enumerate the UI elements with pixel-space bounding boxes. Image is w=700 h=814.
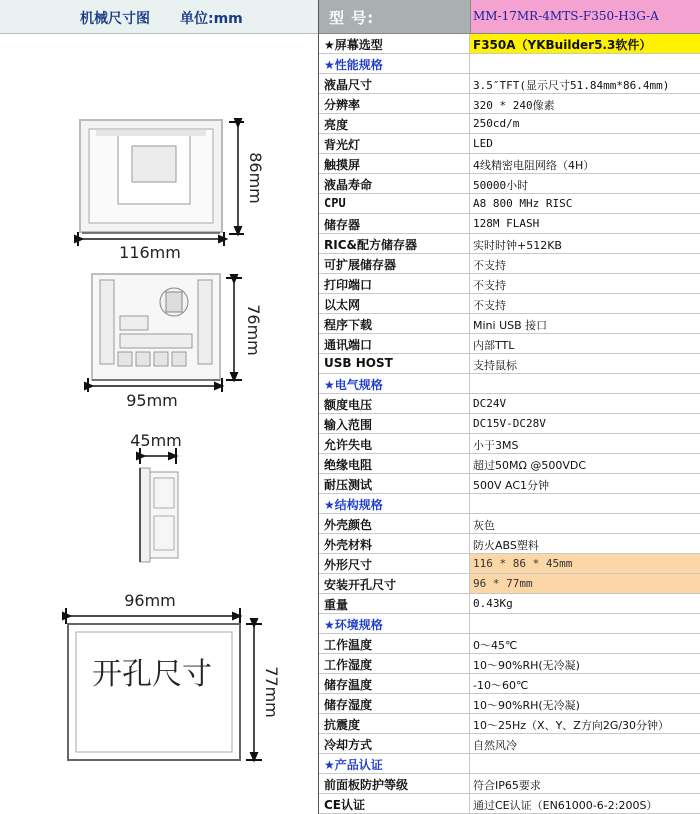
spec-key: CPU <box>324 196 346 210</box>
spec-key: 允许失电 <box>324 438 373 452</box>
spec-key: 工作湿度 <box>324 658 373 672</box>
spec-row <box>319 154 700 174</box>
spec-key: 打印端口 <box>324 278 373 292</box>
spec-key: RIC&配方储存器 <box>324 238 417 252</box>
spec-value: 250cd/m <box>473 117 520 130</box>
model-number: MM-17MR-4MTS-F350-H3G-A <box>473 9 659 23</box>
spec-key: 液晶寿命 <box>324 178 373 192</box>
spec-row <box>319 654 700 674</box>
spec-row <box>319 554 700 574</box>
spec-value: 支持鼠标 <box>473 359 517 372</box>
drawing-title: 机械尺寸图 <box>80 11 150 27</box>
spec-key: CE认证 <box>324 798 366 812</box>
spec-key: ★性能规格 <box>324 58 383 72</box>
spec-key: ★结构规格 <box>324 498 383 512</box>
spec-value: -10～60℃ <box>473 679 529 692</box>
spec-row <box>319 774 700 794</box>
spec-row <box>319 434 700 454</box>
spec-value: 10～90%RH(无冷凝) <box>473 659 580 672</box>
cutout-label: 开孔尺寸 <box>92 657 212 692</box>
spec-row <box>319 594 700 614</box>
spec-row <box>319 54 700 74</box>
spec-row <box>319 274 700 294</box>
spec-key: USB HOST <box>324 356 393 370</box>
spec-value: DC24V <box>473 397 507 410</box>
back-width-label: 95mm <box>126 391 178 410</box>
spec-value: 96 * 77mm <box>473 577 533 590</box>
spec-row <box>319 74 700 94</box>
drawing-header <box>0 0 318 34</box>
spec-key: 额度电压 <box>324 398 373 412</box>
spec-key: 程序下载 <box>324 318 373 332</box>
spec-value: 自然风冷 <box>473 739 517 752</box>
spec-value: 320 * 240像素 <box>473 99 555 112</box>
spec-value: 3.5″TFT(显示尺寸51.84mm*86.4mm) <box>473 79 670 92</box>
spec-key: ★电气规格 <box>324 378 383 392</box>
spec-row <box>319 94 700 114</box>
spec-value: A8 800 MHz RISC <box>473 197 573 210</box>
unit-label: 单位:mm <box>180 11 243 27</box>
front-width-label: 116mm <box>119 243 181 262</box>
spec-row <box>319 474 700 494</box>
spec-key: 前面板防护等级 <box>324 778 409 792</box>
spec-row <box>319 634 700 654</box>
spec-value: F350A（YKBuilder5.3软件） <box>473 38 652 52</box>
spec-value: 0～45℃ <box>473 639 518 652</box>
spec-row <box>319 514 700 534</box>
spec-value: LED <box>473 137 493 150</box>
spec-value: 10～90%RH(无冷凝) <box>473 699 580 712</box>
spec-value: 小于3MS <box>473 439 519 452</box>
spec-row <box>319 114 700 134</box>
spec-value: 不支持 <box>473 299 506 312</box>
spec-row <box>319 714 700 734</box>
spec-key: 储存湿度 <box>324 698 373 712</box>
spec-row <box>319 494 700 514</box>
spec-key: 重量 <box>324 598 349 612</box>
spec-row <box>319 734 700 754</box>
spec-value: 10～25Hz（X、Y、Z方向2G/30分钟） <box>473 719 670 732</box>
spec-key: 绝缘电阻 <box>324 458 373 472</box>
front-view-drawing <box>80 120 222 233</box>
spec-key: 外形尺寸 <box>324 558 373 572</box>
spec-row <box>319 794 700 814</box>
spec-value: 0.43Kg <box>473 597 513 610</box>
spec-row <box>319 754 700 774</box>
spec-row <box>319 194 700 214</box>
spec-value: 灰色 <box>473 519 495 532</box>
spec-value: 防火ABS塑料 <box>473 539 539 552</box>
spec-row <box>319 314 700 334</box>
spec-value: 4线精密电阻网络（4H） <box>473 159 595 172</box>
spec-value: 符合IP65要求 <box>473 779 541 792</box>
spec-key: 分辨率 <box>324 98 361 112</box>
spec-row <box>319 134 700 154</box>
spec-value: 116 * 86 * 45mm <box>473 557 573 570</box>
spec-row <box>319 694 700 714</box>
cutout-drawing <box>68 624 240 760</box>
spec-key: 输入范围 <box>324 418 373 432</box>
spec-value: 内部TTL <box>473 339 515 352</box>
spec-key: ★产品认证 <box>324 758 383 772</box>
spec-row <box>319 574 700 594</box>
spec-key: 耐压测试 <box>324 478 373 492</box>
spec-row <box>319 34 700 54</box>
spec-row <box>319 614 700 634</box>
spec-key: 冷却方式 <box>324 738 373 752</box>
spec-row <box>319 354 700 374</box>
spec-key: 储存器 <box>324 218 361 232</box>
spec-key: 通讯端口 <box>324 338 373 352</box>
spec-value: 500V AC1分钟 <box>473 479 550 492</box>
spec-row <box>319 414 700 434</box>
cutout-height-label: 77mm <box>262 666 281 718</box>
spec-key: 背光灯 <box>324 138 361 152</box>
spec-value: 50000小时 <box>473 179 529 192</box>
spec-row <box>319 234 700 254</box>
spec-row <box>319 374 700 394</box>
spec-value: 超过50MΩ @500VDC <box>473 459 587 472</box>
spec-row <box>319 174 700 194</box>
front-height-label: 86mm <box>246 152 265 204</box>
spec-key: 外壳材料 <box>324 538 373 552</box>
spec-table <box>318 0 700 814</box>
spec-value: DC15V-DC28V <box>473 417 546 430</box>
spec-key: 可扩展储存器 <box>324 258 397 272</box>
spec-key: 安装开孔尺寸 <box>324 578 397 592</box>
spec-key: ★环境规格 <box>324 618 383 632</box>
spec-row <box>319 294 700 314</box>
back-height-label: 76mm <box>244 304 263 356</box>
spec-row <box>319 394 700 414</box>
spec-row <box>319 254 700 274</box>
spec-key: 储存温度 <box>324 678 373 692</box>
spec-value: 不支持 <box>473 279 506 292</box>
spec-row <box>319 674 700 694</box>
spec-key: 亮度 <box>324 118 349 132</box>
spec-key: 触摸屏 <box>324 158 361 172</box>
model-header <box>319 0 700 34</box>
side-view-drawing <box>140 468 178 562</box>
spec-value: 通过CE认证（EN61000-6-2:200S） <box>473 799 658 812</box>
side-depth-label: 45mm <box>130 431 182 450</box>
spec-row <box>319 454 700 474</box>
spec-value: 实时时钟+512KB <box>473 239 562 252</box>
spec-value: Mini USB 接口 <box>473 319 548 332</box>
mechanical-drawings <box>0 34 318 814</box>
spec-key: 抗震度 <box>324 718 361 732</box>
spec-key: 外壳颜色 <box>324 518 373 532</box>
back-view-drawing <box>92 274 220 380</box>
spec-key: 以太网 <box>324 298 361 312</box>
spec-key: 工作温度 <box>324 638 373 652</box>
spec-row <box>319 334 700 354</box>
spec-row <box>319 214 700 234</box>
spec-key: 液晶尺寸 <box>324 78 373 92</box>
spec-value: 128M FLASH <box>473 217 540 230</box>
cutout-width-label: 96mm <box>124 591 176 610</box>
spec-value: 不支持 <box>473 259 506 272</box>
spec-key: ★屏幕选型 <box>324 38 383 52</box>
spec-row <box>319 534 700 554</box>
model-label: 型 号: <box>329 9 375 27</box>
